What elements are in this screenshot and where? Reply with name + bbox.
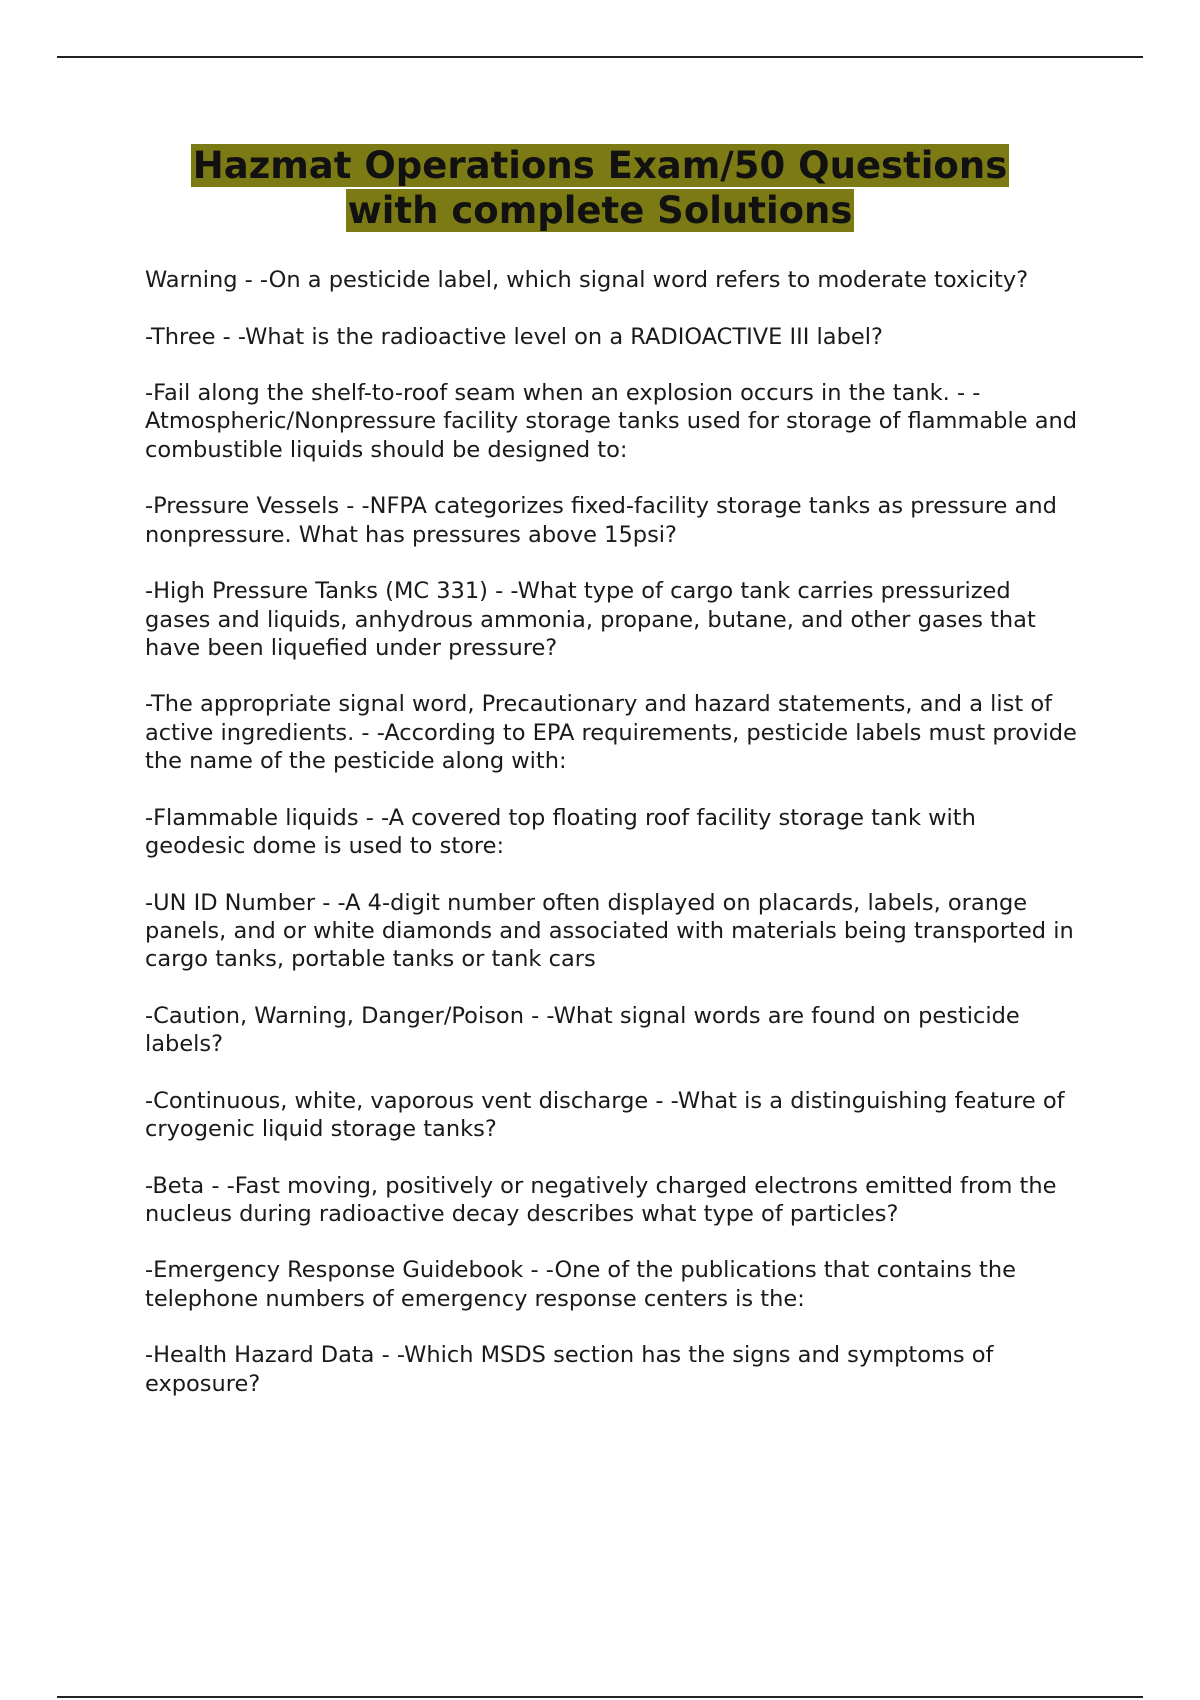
qa-entry: -Continuous, white, vaporous vent discharge - -What is a distinguishing feature of cryogenic liquid storage tanks? <box>145 1087 1065 1142</box>
qa-entry: -Beta - -Fast moving, positively or negatively charged electrons emitted from the nucleus during radioactive decay describes what type of particles? <box>145 1172 1057 1227</box>
qa-entry: -Fail along the shelf-to-roof seam when an explosion occurs in the tank. - -Atmospheric/Nonpressure facility storage tanks used for storage of flammable and combustible liquids should be designed to: <box>145 380 1078 463</box>
qa-entry: -Pressure Vessels - -NFPA categorizes fixed-facility storage tanks as pressure and nonpressure. What has pressures above 15psi? <box>145 493 1057 548</box>
qa-entry: -High Pressure Tanks (MC 331) - -What type of cargo tank carries pressurized gases and liquids, anhydrous ammonia, propane, butane, and other gases that have been liquefied under pressure? <box>145 578 1036 661</box>
qa-entry: Warning - -On a pesticide label, which signal word refers to moderate toxicity? <box>145 267 1029 293</box>
title-line-1: Hazmat Operations Exam/50 Questions <box>192 144 1008 187</box>
qa-entry: -Three - -What is the radioactive level on a RADIOACTIVE III label? <box>145 323 883 350</box>
qa-entry: -UN ID Number - -A 4-digit number often displayed on placards, labels, orange panels, and or white diamonds and associated with materials being transported in cargo tanks, portable tanks or tank cars <box>145 889 1074 973</box>
top-rule <box>57 56 1143 58</box>
title-line-2: with complete Solutions <box>347 189 853 232</box>
qa-entry: -Health Hazard Data - -Which MSDS section has the signs and symptoms of exposure? <box>145 1342 994 1397</box>
bottom-rule <box>57 1696 1143 1698</box>
qa-entry: -The appropriate signal word, Precautionary and hazard statements, and a list of active ingredients. - -According to EPA requirements, pesticide labels must provide the name of the pesticide along with: <box>145 691 1077 775</box>
question-list <box>145 266 1080 1426</box>
document-title <box>140 143 1060 233</box>
qa-entry: -Caution, Warning, Danger/Poison - -What signal words are found on pesticide labels? <box>145 1002 1020 1058</box>
qa-entry: -Emergency Response Guidebook - -One of the publications that contains the telephone numbers of emergency response centers is the: <box>145 1257 1016 1312</box>
qa-entry: -Flammable liquids - -A covered top floating roof facility storage tank with geodesic dome is used to store: <box>145 804 976 859</box>
